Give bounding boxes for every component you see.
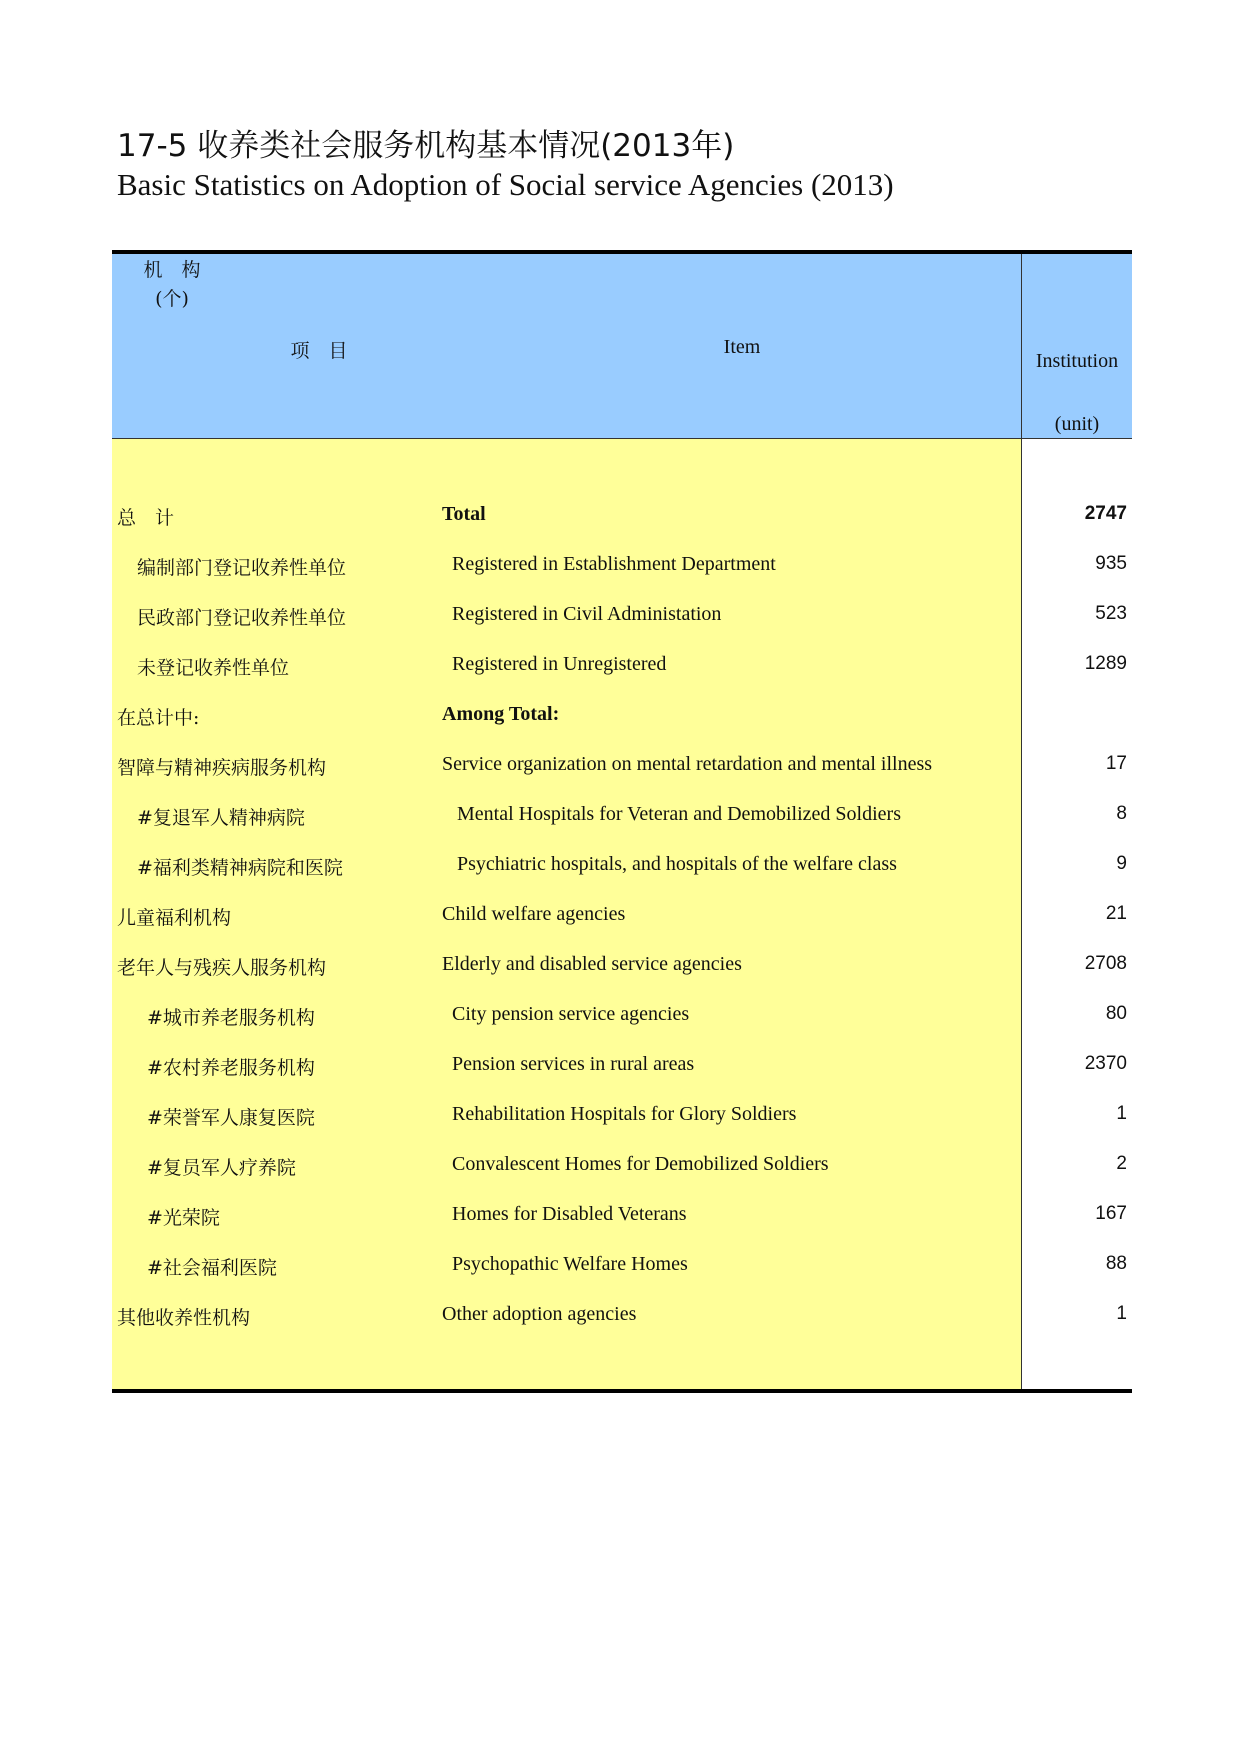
table-row (112, 692, 1132, 742)
row-value: 21 (1105, 903, 1127, 924)
row-label-chinese: 总 计 (117, 507, 175, 529)
page-title-english: Basic Statistics on Adoption of Social service Agencies (2013) (117, 167, 894, 202)
row-value: 2370 (1084, 1053, 1127, 1074)
row-label-chinese: 其他收养性机构 (117, 1307, 251, 1329)
row-label-chinese: #光荣院 (147, 1207, 220, 1229)
header-institution-chinese: 机 构 (143, 259, 201, 281)
table-row (112, 842, 1132, 892)
row-value: 167 (1095, 1203, 1127, 1224)
row-label-english: Psychiatric hospitals, and hospitals of the welfare class (457, 853, 897, 875)
row-label-chinese: 未登记收养性单位 (137, 657, 290, 679)
row-value: 17 (1105, 753, 1127, 774)
row-label-english: City pension service agencies (452, 1003, 690, 1025)
row-label-chinese: 智障与精神疾病服务机构 (117, 757, 327, 779)
row-label-english: Among Total: (442, 703, 560, 725)
row-label-english: Child welfare agencies (442, 903, 626, 925)
row-value: 2747 (1084, 503, 1127, 524)
row-label-english: Rehabilitation Hospitals for Glory Soldiers (452, 1103, 797, 1125)
statistics-table (112, 250, 1132, 1393)
row-value: 9 (1116, 853, 1127, 874)
row-value: 88 (1105, 1253, 1127, 1274)
row-label-english: Elderly and disabled service agencies (442, 953, 742, 975)
row-value: 1 (1116, 1303, 1127, 1324)
row-label-chinese: 儿童福利机构 (117, 907, 232, 929)
row-value: 2708 (1084, 953, 1127, 974)
row-value: 935 (1095, 553, 1127, 574)
row-label-chinese: 编制部门登记收养性单位 (137, 557, 347, 579)
row-label-english: Psychopathic Welfare Homes (452, 1253, 688, 1275)
row-label-chinese: #荣誉军人康复医院 (147, 1107, 315, 1129)
header-item-english: Item (723, 336, 761, 358)
row-label-chinese: #社会福利医院 (147, 1257, 277, 1279)
row-value: 8 (1116, 803, 1127, 824)
table-row (112, 1142, 1132, 1192)
header-item-chinese: 项 目 (290, 340, 348, 362)
row-label-english: Pension services in rural areas (452, 1053, 695, 1075)
row-label-chinese: 老年人与残疾人服务机构 (117, 957, 327, 979)
table-rows (112, 492, 1132, 1342)
row-value: 1289 (1084, 653, 1127, 674)
table-row (112, 792, 1132, 842)
row-label-english: Registered in Establishment Department (452, 553, 776, 575)
page-title-chinese: 17-5 收养类社会服务机构基本情况(2013年) (117, 128, 735, 164)
table-row (112, 492, 1132, 542)
table-row (112, 1092, 1132, 1142)
table-row (112, 642, 1132, 692)
table-row (112, 992, 1132, 1042)
table-row (112, 892, 1132, 942)
row-label-chinese: #农村养老服务机构 (147, 1057, 315, 1079)
table-row (112, 942, 1132, 992)
row-label-english: Other adoption agencies (442, 1303, 637, 1325)
row-label-chinese: 民政部门登记收养性单位 (137, 607, 347, 629)
row-label-chinese: #城市养老服务机构 (147, 1007, 315, 1029)
table-row (112, 1292, 1132, 1342)
table-row (112, 592, 1132, 642)
row-label-chinese: #复员军人疗养院 (147, 1157, 296, 1179)
row-label-english: Homes for Disabled Veterans (452, 1203, 687, 1225)
row-value: 523 (1095, 603, 1127, 624)
row-label-english: Registered in Civil Administation (452, 603, 722, 625)
row-label-english: Mental Hospitals for Veteran and Demobilized Soldiers (457, 803, 901, 825)
table-row (112, 542, 1132, 592)
row-label-english: Registered in Unregistered (452, 653, 667, 675)
header-institution-english: Institution (1035, 350, 1119, 372)
row-value: 80 (1105, 1003, 1127, 1024)
row-value: 2 (1116, 1153, 1127, 1174)
row-label-chinese: #复退军人精神病院 (137, 807, 305, 829)
row-label-chinese: 在总计中: (117, 707, 200, 729)
row-label-english: Convalescent Homes for Demobilized Soldiers (452, 1153, 829, 1175)
table-bottom-rule (112, 1389, 1132, 1393)
row-label-english: Total (442, 503, 486, 525)
table-row (112, 1242, 1132, 1292)
table-row (112, 1192, 1132, 1242)
table-row (112, 742, 1132, 792)
row-value: 1 (1116, 1103, 1127, 1124)
header-institution-unit-english: (unit) (1054, 413, 1100, 435)
row-label-english: Service organization on mental retardation and mental illness (442, 753, 933, 775)
header-institution-unit-chinese: (个) (155, 288, 189, 310)
table-row (112, 1042, 1132, 1092)
row-label-chinese: #福利类精神病院和医院 (137, 857, 343, 879)
